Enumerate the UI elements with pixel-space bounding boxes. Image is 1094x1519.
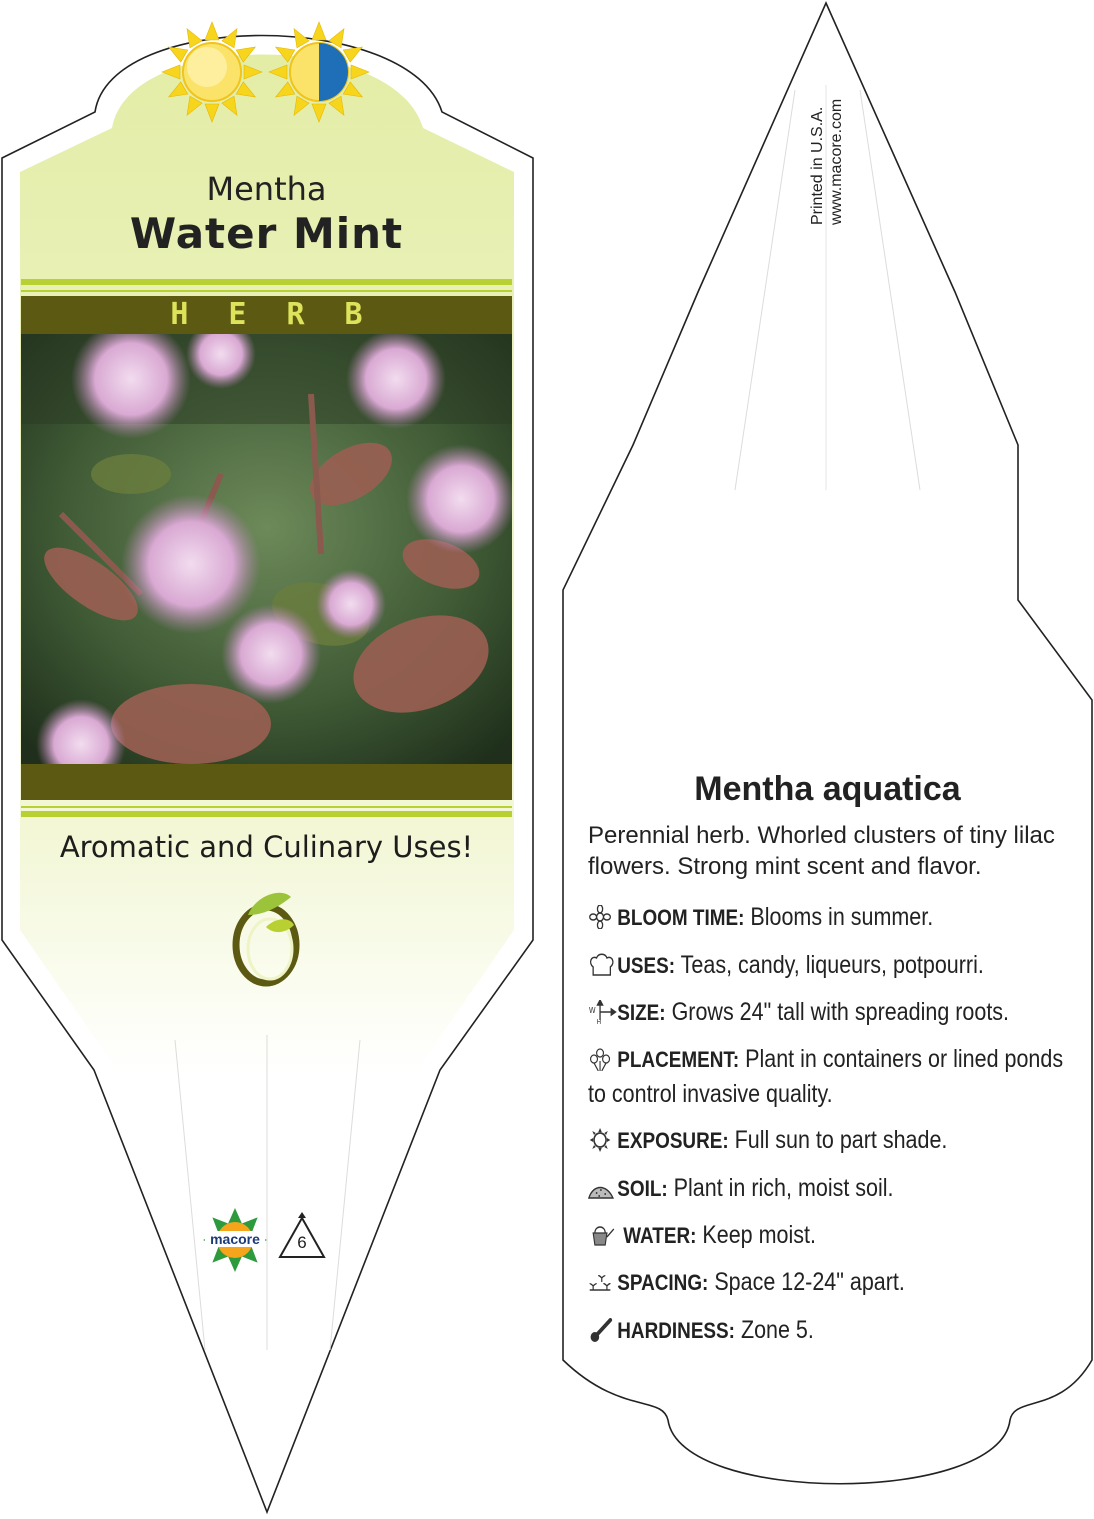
attr-value: Blooms in summer. [750, 903, 934, 931]
attr-label: SIZE: [617, 1000, 666, 1025]
plant-photo [21, 334, 512, 764]
attr-label: SOIL: [617, 1176, 668, 1201]
size-arrows-icon [588, 1000, 617, 1024]
bottom-banner [21, 764, 512, 800]
description: Perennial herb. Whorled clusters of tiny lilac flowers. Strong mint scent and flavor. [588, 822, 1055, 880]
soil-mound-icon [588, 1176, 617, 1200]
attr-label: USES: [617, 953, 676, 978]
svg-text:W: W [588, 1005, 596, 1016]
flower-cluster-icon [588, 1047, 617, 1071]
attr-water [588, 1218, 1070, 1253]
attr-value: Teas, candy, liqueurs, potpourri. [680, 951, 984, 979]
attr-uses [588, 948, 1070, 983]
attr-soil [588, 1171, 1070, 1206]
printed-in-block [808, 99, 846, 225]
attr-placement [588, 1042, 1070, 1112]
attr-label: WATER: [623, 1223, 697, 1248]
attr-label: EXPOSURE: [617, 1128, 729, 1153]
attr-value: Keep moist. [702, 1221, 816, 1249]
lime-rule-bottom [21, 811, 512, 817]
tagline: Aromatic and Culinary Uses! [59, 830, 474, 864]
recycle-code: 6 [297, 1233, 307, 1252]
macore-logo-text: macore [210, 1231, 260, 1247]
attr-label: SPACING: [617, 1270, 709, 1295]
attr-spacing [588, 1265, 1070, 1300]
seedlings-icon [588, 1270, 617, 1294]
attr-exposure [588, 1123, 1070, 1158]
attr-bloom-time [588, 900, 1070, 935]
category-label: HERB [170, 297, 403, 332]
lime-rule-bottom-thin [21, 806, 512, 808]
attr-label: PLACEMENT: [617, 1047, 740, 1072]
thermometer-icon [588, 1318, 617, 1342]
attr-hardiness [588, 1313, 1070, 1348]
attr-value: Zone 5. [740, 1316, 814, 1344]
flower-icon [588, 905, 617, 929]
chef-hat-icon [588, 953, 617, 977]
watering-can-icon [588, 1223, 617, 1247]
attr-value: Space 12-24" apart. [714, 1268, 905, 1296]
attr-label: BLOOM TIME: [617, 905, 745, 930]
back-tag-outline [563, 3, 1092, 1484]
lime-rule-top-thin [21, 290, 512, 292]
website-text: www.macore.com [828, 98, 845, 225]
botanical-name: Mentha aquatica [694, 770, 961, 808]
attr-value: Grows 24" tall with spreading roots. [671, 998, 1010, 1026]
printed-in-text: Printed in U.S.A. [809, 106, 826, 225]
attr-value: Full sun to part shade. [734, 1126, 948, 1154]
plant-genus: Mentha [206, 170, 327, 208]
attr-value: Plant in rich, moist soil. [673, 1174, 894, 1202]
attr-value: Plant in containers or lined ponds to control invasive quality. [588, 1045, 1064, 1108]
plant-common-name: Water Mint [129, 209, 404, 258]
svg-text:H: H [596, 1017, 602, 1024]
attr-label: HARDINESS: [617, 1318, 735, 1343]
attr-size [588, 995, 1070, 1030]
lime-rule-top [21, 279, 512, 285]
sun-outline-icon [588, 1128, 617, 1152]
